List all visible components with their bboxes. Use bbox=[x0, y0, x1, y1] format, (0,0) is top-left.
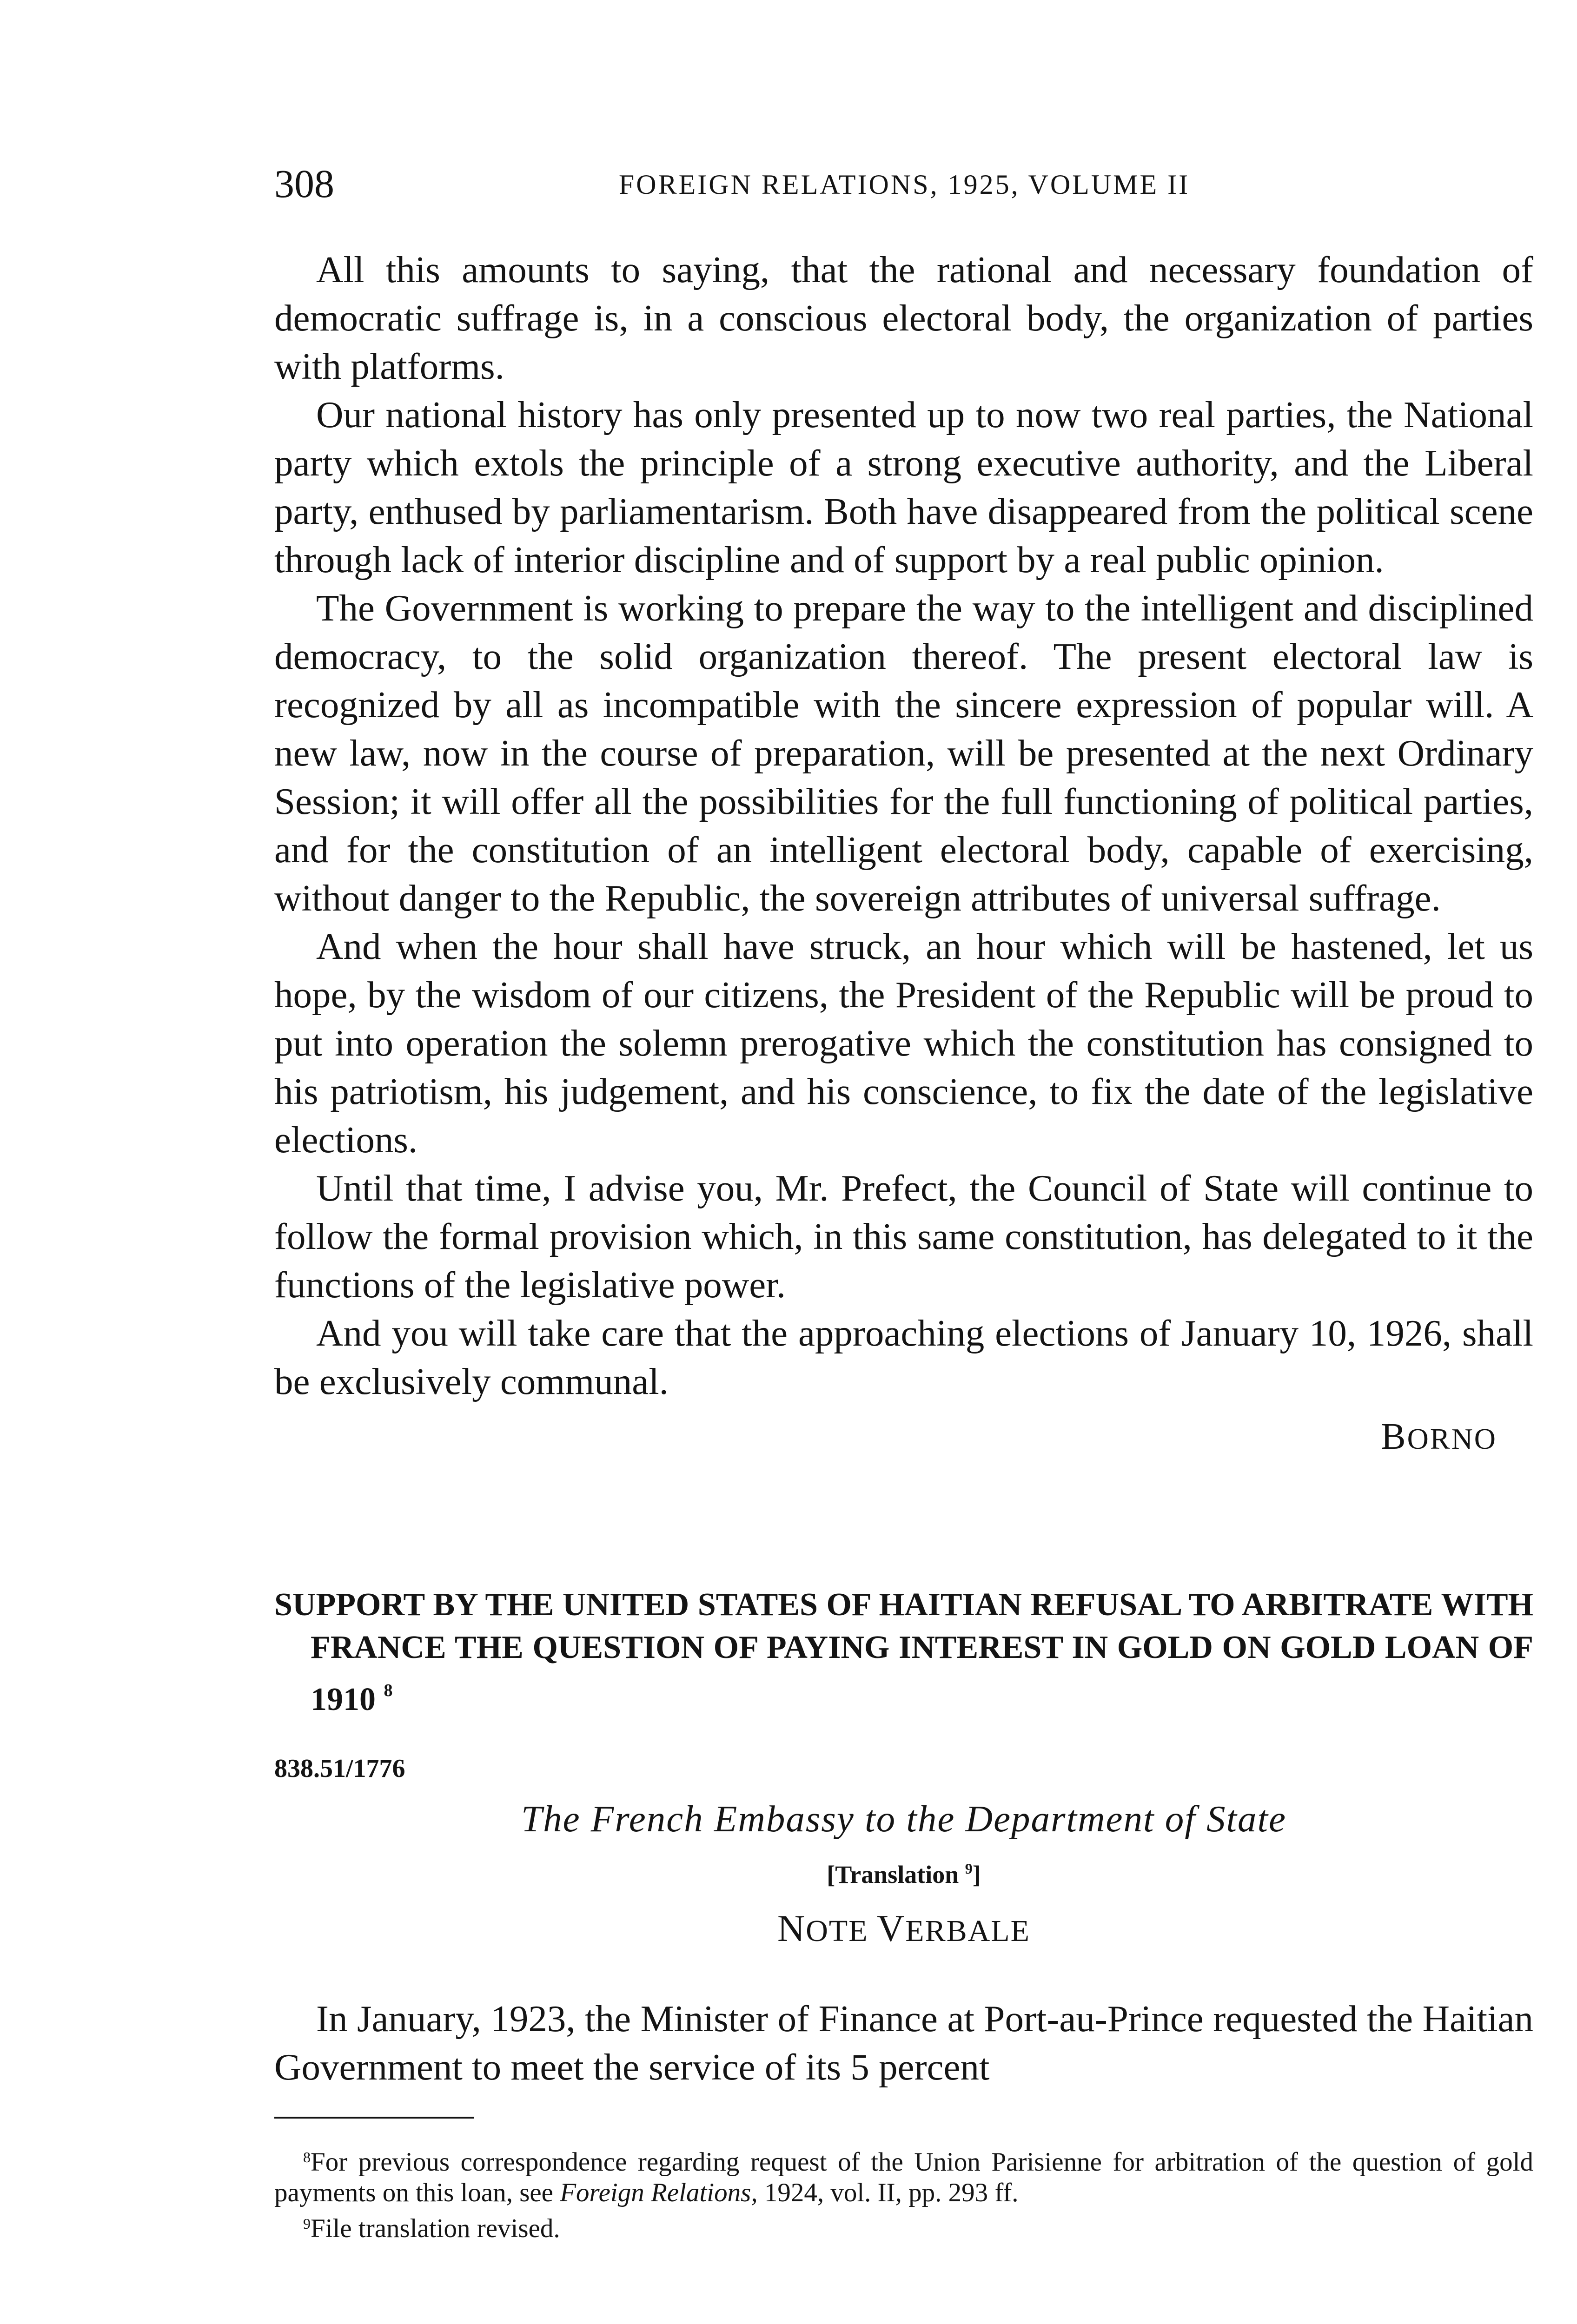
section-heading bbox=[274, 1584, 1533, 1721]
note-verbale-heading bbox=[274, 1907, 1533, 1950]
footnote-divider bbox=[274, 2117, 474, 2119]
footnote bbox=[274, 2208, 1533, 2244]
footnote-italic: Foreign Relations, bbox=[560, 2178, 758, 2207]
body-paragraph: And when the hour shall have struck, an hour which will be hastened, let us hope, by the wisdom of our citizens, the President of the Republic will be proud to put into operation the solemn prerogative which the constitution has consigned to his patriotism, his judgement, and his conscience, to fix the date of the legislative elections. bbox=[274, 925, 1533, 1161]
footnote-text: For previous correspondence regarding request of the Union Parisienne for arbitration of the question of gold payments on this loan, see bbox=[274, 2147, 1533, 2207]
note-verbale-v: V bbox=[877, 1907, 906, 1949]
signature-initial: B bbox=[1381, 1416, 1407, 1457]
document-title: The French Embassy to the Department of State bbox=[521, 1798, 1286, 1840]
footnote-ref: 9 bbox=[965, 1860, 973, 1877]
translation-close: ] bbox=[972, 1861, 981, 1888]
body-paragraph: And you will take care that the approaching elections of January 10, 1926, shall be exclusively communal. bbox=[274, 1312, 1533, 1402]
opening-paragraph: In January, 1923, the Minister of Finance at Port-au-Prince requested the Haitian Government to meet the service of its 5 percent bbox=[274, 1998, 1533, 2088]
translation-label: [Translation bbox=[827, 1861, 959, 1888]
note-verbale-n: N bbox=[777, 1907, 806, 1949]
page-body bbox=[274, 245, 1533, 2244]
footnote-text: File translation revised. bbox=[311, 2214, 560, 2243]
note-verbale-erbale: ERBALE bbox=[905, 1914, 1030, 1948]
footnote bbox=[274, 2142, 1533, 2208]
footnote-text-after: 1924, vol. II, pp. 293 ff. bbox=[757, 2178, 1019, 2207]
note-verbale-ote: OTE bbox=[806, 1914, 868, 1948]
body-paragraph: Until that time, I advise you, Mr. Prefect, the Council of State will continue to follow the formal provision which, in this same constitution, has delegated to it the functions of the legislative power. bbox=[274, 1167, 1533, 1306]
page-header bbox=[274, 160, 1534, 211]
running-head: FOREIGN RELATIONS, 1925, VOLUME II bbox=[618, 169, 1190, 200]
footnote-marker: 9 bbox=[303, 2215, 311, 2232]
signature-rest: ORNO bbox=[1407, 1422, 1497, 1455]
page-number: 308 bbox=[274, 161, 334, 206]
body-paragraph: All this amounts to saying, that the rational and necessary foundation of democratic suffrage is, in a conscious electoral body, the organization of parties with platforms. bbox=[274, 249, 1533, 387]
body-paragraph: The Government is working to prepare the way to the intelligent and disciplined democracy, to the solid organization thereof. The present electoral law is recognized by all as incompatible with the sincere expression of popular will. A new law, now in the course of preparation, will be presented at the next Ordinary Session; it will offer all the possibilities for the full functioning of political parties, and for the constitution of an intelligent electoral body, capable of exercising, without danger to the Republic, the sovereign attributes of universal suffrage. bbox=[274, 587, 1533, 919]
file-number: 838.51/1776 bbox=[274, 1754, 405, 1783]
footnote-marker: 8 bbox=[303, 2149, 311, 2166]
footnotes bbox=[274, 2142, 1533, 2244]
section-heading-text: SUPPORT BY THE UNITED STATES OF HAITIAN REFUSAL TO ARBITRATE WITH FRANCE THE QUESTION OF PAYING INTEREST IN GOLD ON GOLD LOAN OF 1910 bbox=[274, 1587, 1533, 1717]
signature bbox=[274, 1416, 1497, 1458]
body-paragraph: Our national history has only presented up to now two real parties, the National party which extols the principle of a strong executive authority, and the Liberal party, enthused by parliamentarism. Both have disappeared from the political scene through lack of interior discipline and of support by a real public opinion. bbox=[274, 394, 1533, 581]
footnote-ref: 8 bbox=[384, 1681, 393, 1700]
translation-note bbox=[274, 1860, 1533, 1889]
